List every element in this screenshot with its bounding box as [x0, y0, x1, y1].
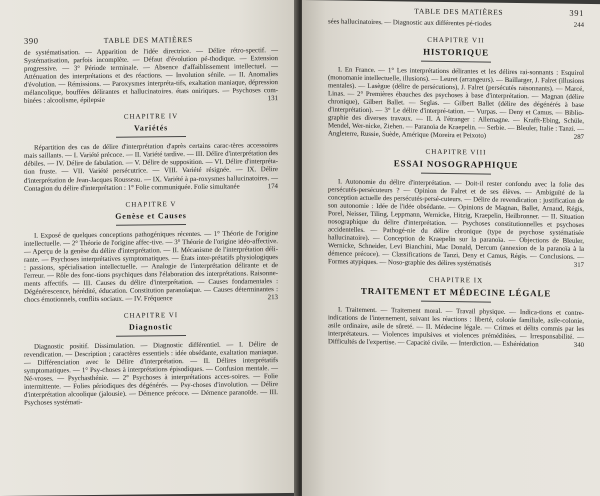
chapter-title: Diagnostic — [129, 322, 173, 332]
chapter-heading — [328, 146, 584, 176]
chapter-number: CHAPITRE VIII — [425, 147, 487, 157]
toc-entry — [328, 306, 584, 350]
page-reference: 213 — [267, 294, 278, 302]
toc-entry — [24, 142, 278, 193]
page-number: 390 — [24, 35, 39, 46]
toc-entry — [328, 18, 584, 30]
chapter-title: Genèse et Causes — [115, 210, 187, 221]
chapter-title: HISTORIQUE — [423, 46, 489, 58]
divider — [421, 61, 491, 63]
chapter-heading — [328, 34, 584, 64]
chapter-title: Variétés — [133, 123, 169, 133]
entry-text: sées hallucinatoires. — Diagnostic aux différentes pé-riodes — [328, 18, 492, 28]
toc-entry — [24, 47, 278, 106]
chapter-number: CHAPITRE V — [125, 199, 177, 209]
running-head-title: TABLE DES MATIÈRES — [103, 34, 193, 45]
running-header — [24, 33, 278, 46]
chapter-number: CHAPITRE IX — [428, 275, 484, 285]
right-page — [302, 0, 600, 496]
page-reference: 131 — [267, 95, 278, 103]
chapter-heading — [328, 274, 584, 304]
entry-text: Diagnostic positif. Dissimulation. — Diagnostic différentiel. — I. Délire de revendication. — Description ; caractères essentiels : idée obsédante, exaltation maniaque. — Différenciation avec le Délire d'interprétation. — II. Délires interprétatifs symptomatiques. — 1° Psy-choses à interprétations épisodiques. — Confusion mentale. — Né-vroses. — Psychasthénie. — 2° Psychoses à interprétations acces-soires. — Folie intermittente. — Folies périodiques des dégénérés. — Psy-choses d'involution. — Délire d'interprétation alcoolique (jalousie). — Démence précoce. — Démence paranoïde. — III. Psychoses systémati- — [24, 341, 278, 408]
chapter-title: ESSAI NOSOGRAPHIQUE — [393, 158, 519, 171]
page-reference: 244 — [573, 21, 584, 29]
divider — [421, 301, 491, 303]
chapter-number: CHAPITRE VI — [123, 311, 179, 320]
page-reference: 287 — [573, 133, 584, 141]
entry-text: de systématisation. — Apparition de l'idée directrice. — Délire rétro-spectif. —Systématisation, parfois incomplète. — Défaut d'évolution pé-thodique. — Extension progressive. — 3° Période terminale. — Absence d'affaiblissement intellectuel. — Atténuation des interprétations et des réactions. — Involution sénile. — II. Anomalies d'évolution. — Rémissions. — Paroxysmes interpréta-tifs, exaltation maniaque, dépression mélancolique, bouffées délirantes et hallucinatoires. états oniriques. — Psychoses com-binées : alcoolisme, épilepsie — [24, 47, 278, 106]
toc-entry — [328, 178, 584, 270]
running-head-title: TABLE DES MATIÈRES — [414, 6, 504, 17]
divider — [116, 224, 186, 226]
entry-text: I. En France. — 1° Les interprétations délirantes et les délires rai-sonnants : Esquirol (monomanie intellectuelle, illusions). — Leuret (arrangeurs). — Baillarger, J. Falret (illusions mentales). — Lasègue (délire de persécutions), J. Falret (persécutés raisonnants). — Marcé, Linas. — 2° Premières ébauches des psychoses à base d'interprétation. — Magnan (délire chronique), Gilbert Ballet. — Seglas. — Gilbert Ballet (délire des dégénérés à base d'interprétation). — 3° Le délire d'interpré-tation. — Vurpas. — Deny et Camus. — Biblio-graphie des diverses travaux. — II. A l'étranger : Allemagne. — Krafft-Ebing, Schüle, Mendel, Wer-nicke, Ziehen. — Paranoïa de Kraepelin. — Serbie. — Bleuler, Italie : Tanzi. — Angleterre, Russie, Suède, Amérique (Moreira et Peixoto) — [328, 66, 584, 140]
left-page — [0, 0, 298, 496]
divider — [116, 335, 186, 337]
entry-text: Répartition des cas de délire d'interprétation d'après certains carac-tères accessoires mais saillants. — I. Variété précoce. — II. Variété tardive. — III. Délire d'interprétation des débiles. — IV. Délire de fabulation. — V. Délire de supposition. — VI. Délire d'interpréta-tion fruste. — VII. Variété persécutrice. — VIII. Variété résignée. — IX. Délire d'interprétation de Jean-Jacques Rousseau. — IX. Variété à pa-roxysmes hallucinatoires. — Contagion du délire d'interprétation : 1° Folie communiquée. Folie simultanée — [24, 142, 278, 193]
entry-text: I. Exposé de quelques conceptions pathogéniques récentes. — 1° Théorie de l'origine intellectuelle. — 2° Théorie de l'origine affec-tive. — 3° Théorie de l'origine idéo-affective. — Aperçu de la genèse du délire d'interprétation. — II. Mécanisme de l'interprétation déli-rante. — Psychoses interprétatives symptomatiques. — États inter-prétatifs physiologiques : passions, spécialisation intellectuelle. — Analogie de l'interprétation délirante et de l'erreur. — Rôle des fonc-tions psychiques dans l'élaboration des interprétations. Raisonne-ments affectifs. — III. Causes du délire d'interprétation. — Causes fondamentales : Dégénérescence, hérédité, éducation. Constitution paranoïaque. — Causes déterminantes : chocs émotionnels, conflits sociaux. — IV. Fréquence — [24, 229, 278, 304]
page-reference: 317 — [573, 261, 584, 269]
chapter-number: CHAPITRE IV — [123, 112, 179, 122]
divider — [116, 136, 186, 138]
chapter-heading — [24, 199, 278, 227]
chapter-heading — [24, 111, 278, 139]
running-header — [328, 4, 584, 18]
toc-entry — [24, 230, 278, 305]
page-reference: 340 — [573, 341, 584, 349]
page-reference: 174 — [267, 182, 278, 190]
entry-text: I. Autonomie du délire d'interprétation. — Doit-il rester confondu avec la folie des persécutés-persécuteurs ? — Opinion de Falret et de ses élèves. — Ambiguïté de la conception actuelle des persécutés-persé-cuteurs. — Délire de revendication : justification de son autonomie : Idée de l'idée obsédante. — Opinions de Magnan, Ballet, Arnaud, Régis, Porel, Neisser, Tiling, Leppmann, Wernicke, Hitzig, Kraepelin, Heilbronner. — II. Situation nosographique du délire d'interprétation. — Psychoses constitutionnelles et psychoses accidentelles. — Pathogé-nie du délire chronique (type de psychose systématisée hallucinatoire). — Conception de Kraepelin sur la paranoïa. — Objections de Bleuler, Wernicke, Schneider, Levi Bianchini, Mac Donald, Dercum (annexion de la paranoïa à la démence précoce). — Classifications de Tanzi, Deny et Camus, Régis. — Conclusions. — Formes atypiques. — Noso-graphie des délires systématisés — [328, 178, 584, 268]
toc-entry — [328, 66, 584, 142]
toc-entry — [24, 341, 278, 408]
chapter-number: CHAPITRE VII — [427, 35, 485, 45]
chapter-title: TRAITEMENT ET MÉDECINE LÉGALE — [360, 285, 552, 299]
entry-text: I. Traitement. — Traitement moral. — Travail physique. — Indica-tions et contre-indications de l'internement, suivant les réactions : liberté, colonie familiale, asile-colonie, asile ordinaire, asile de sûreté. — II. Médecine légale. — Crimes et délits commis par les interprétateurs. — Violences impulsives et violences préméditées. — Irresponsabilité. — Difficultés de l'expertise. — Capacité civile. — Interdiction. — Exhérédation — [328, 306, 584, 349]
chapter-heading — [24, 310, 278, 338]
page-number: 391 — [569, 7, 584, 18]
divider — [421, 173, 491, 175]
